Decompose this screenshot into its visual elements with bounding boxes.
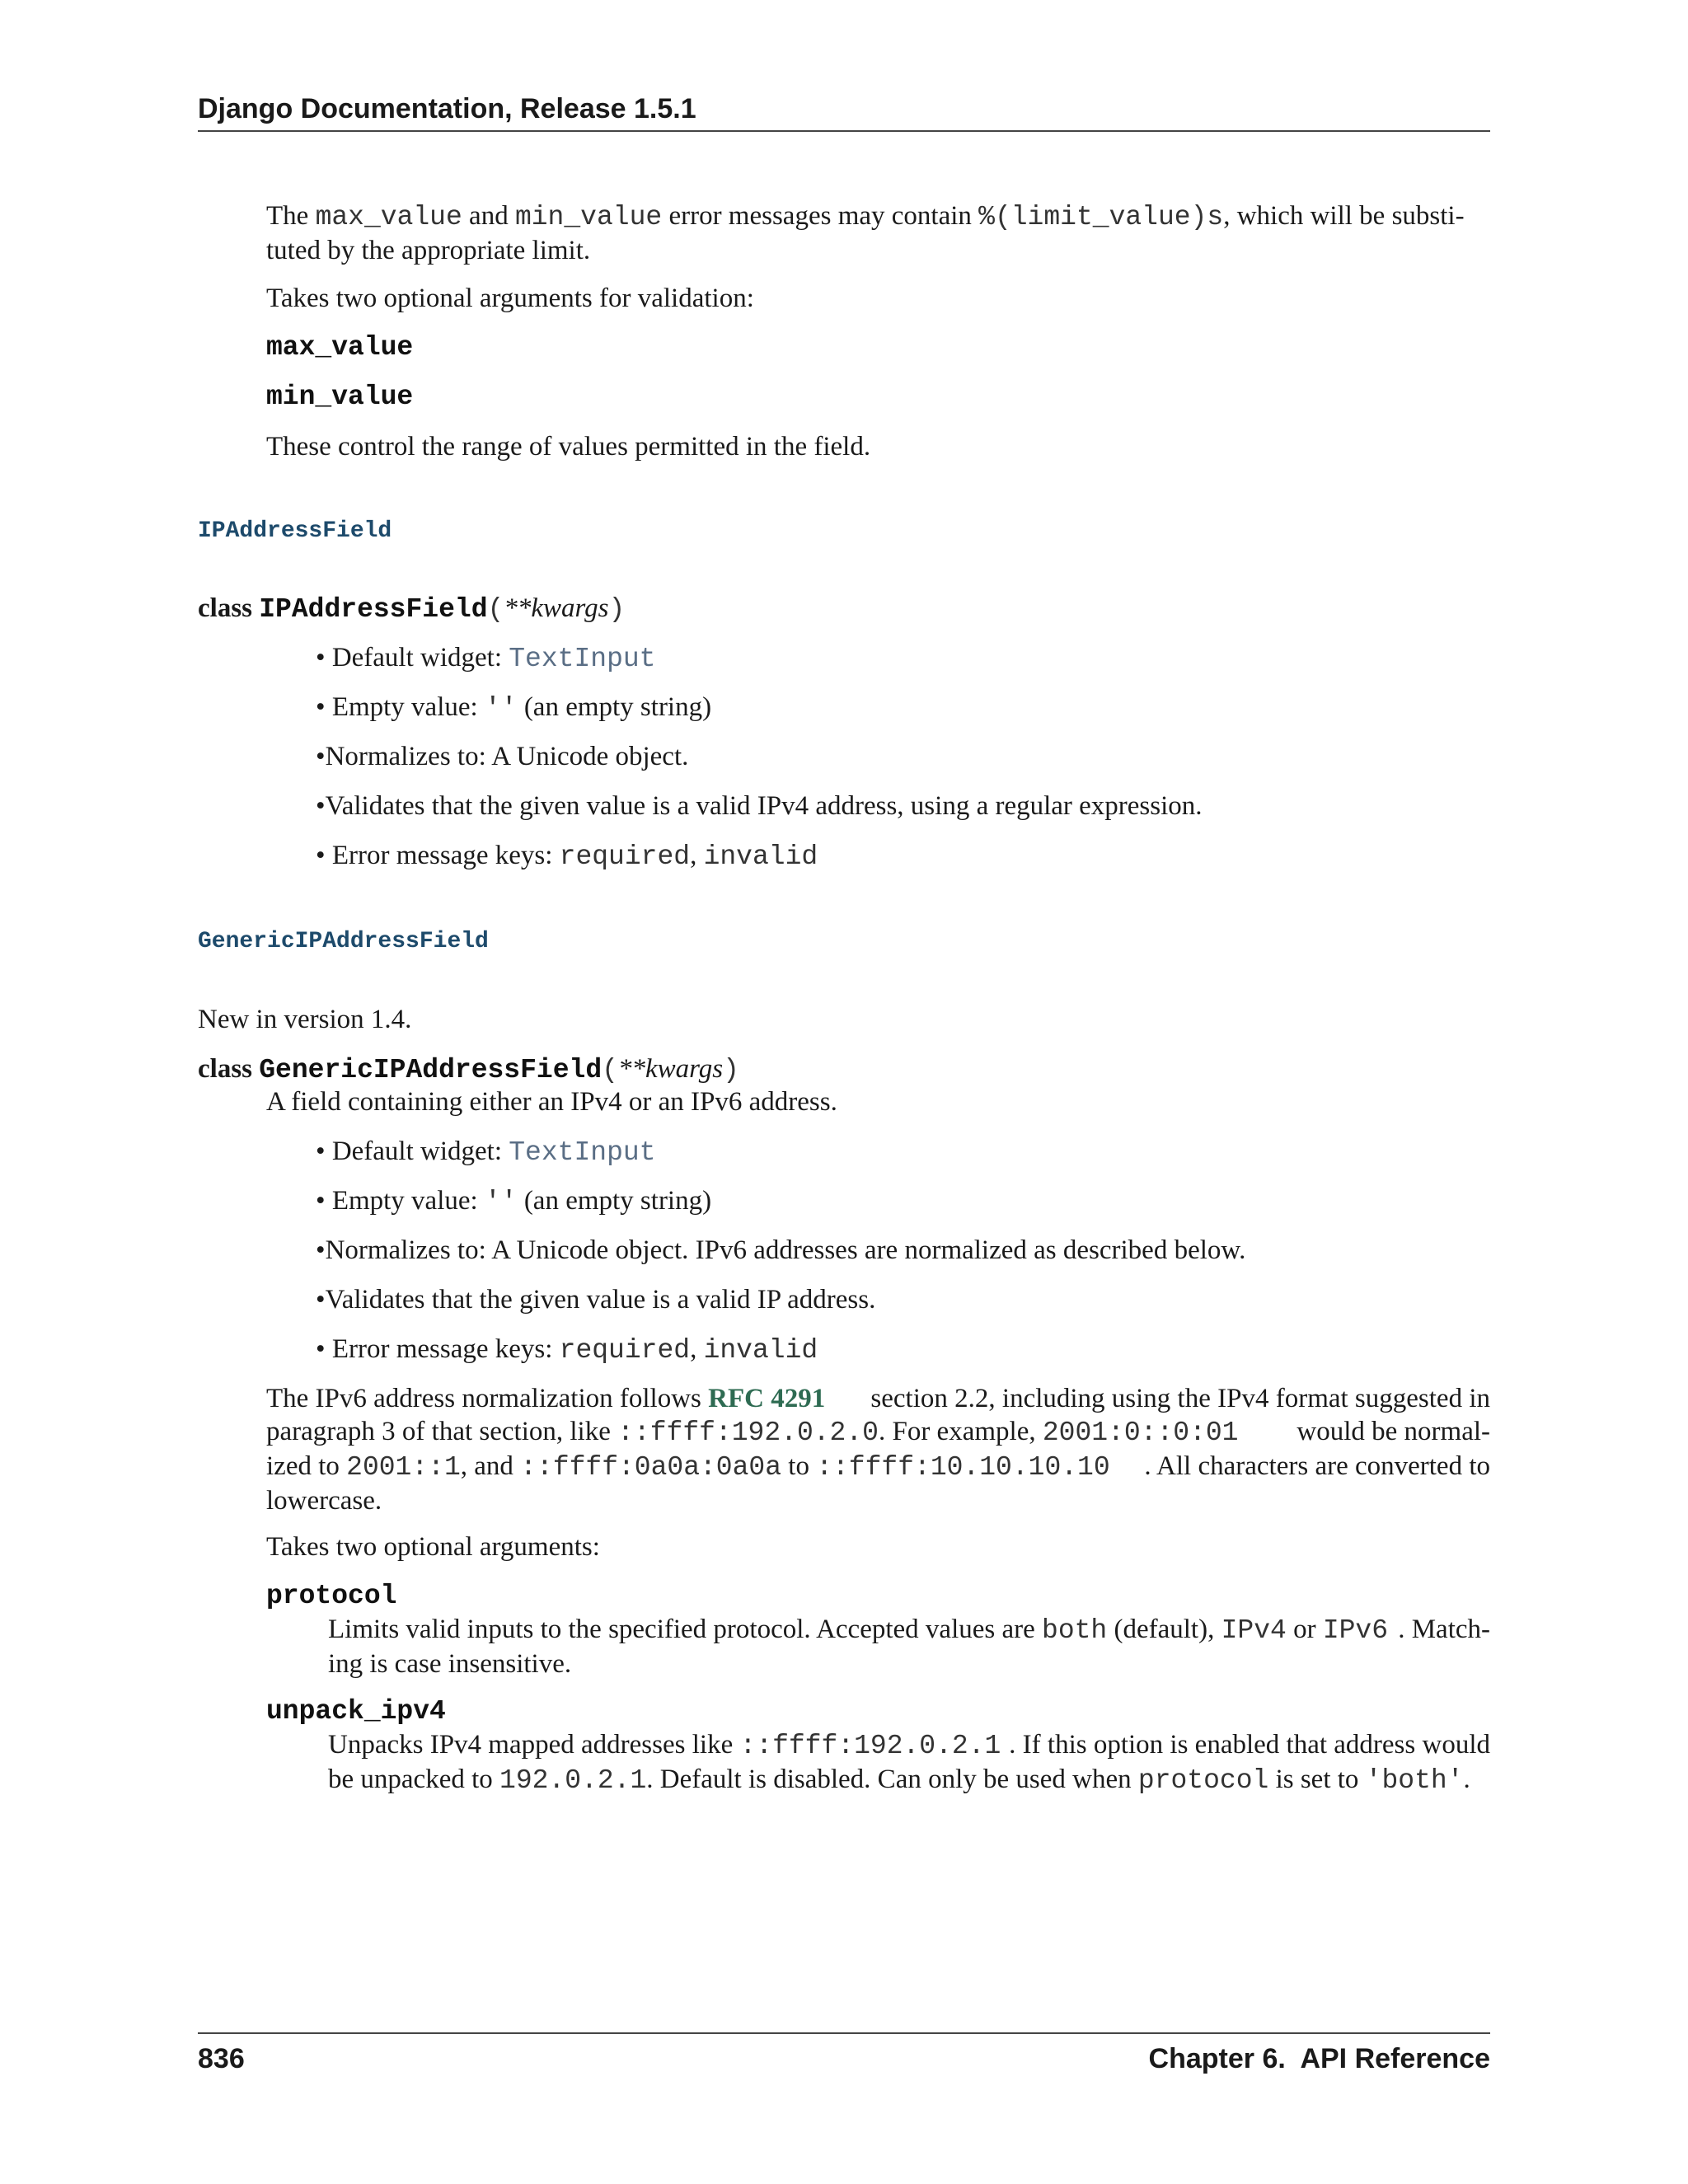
intro-paragraph: The max_value and min_value error messages may contain %(limit_value)s, which will be substi- tuted by the appropriate limit. bbox=[266, 201, 1465, 265]
bullet-normalizes: • Normalizes to: A Unicode object. bbox=[316, 740, 688, 773]
arg-protocol-description: Limits valid inputs to the specified protocol. Accepted values are both (default), IPv4 or IPv6 . Match- ing is case insensitive. bbox=[328, 1615, 1490, 1679]
bullet-empty-value: • Empty value: '' (an empty string) bbox=[316, 691, 711, 725]
rfc-4291-link[interactable]: RFC 4291 bbox=[708, 1384, 826, 1413]
arg-unpack-ipv4: unpack_ipv4 bbox=[266, 1696, 446, 1727]
bullet-error-keys: • Error message keys: required, invalid bbox=[316, 839, 818, 874]
intro-range-text: These control the range of values permitted in the field. bbox=[266, 432, 871, 462]
section-heading-genericipaddressfield[interactable]: GenericIPAddressField bbox=[198, 929, 489, 954]
class-description: A field containing either an IPv4 or an IPv6 address. bbox=[266, 1087, 837, 1117]
bullet-default-widget: • Default widget: TextInput bbox=[316, 1135, 655, 1169]
intro-takes-args: Takes two optional arguments for validation: bbox=[266, 284, 754, 313]
takes-args-text: Takes two optional arguments: bbox=[266, 1532, 600, 1562]
inline-code: min_value bbox=[514, 202, 663, 232]
textinput-link[interactable]: TextInput bbox=[509, 644, 656, 674]
textinput-link[interactable]: TextInput bbox=[509, 1137, 656, 1168]
arg-min-value: min_value bbox=[266, 382, 414, 412]
arg-protocol: protocol bbox=[266, 1581, 397, 1611]
page-number: 836 bbox=[198, 2043, 245, 2074]
section-heading-ipaddressfield[interactable]: IPAddressField bbox=[198, 518, 392, 544]
version-note: New in version 1.4. bbox=[198, 1005, 412, 1034]
bullet-default-widget: • Default widget: TextInput bbox=[316, 641, 655, 676]
class-signature-genericipaddressfield: class GenericIPAddressField(**kwargs) bbox=[198, 1054, 739, 1085]
arg-unpack-ipv4-description: Unpacks IPv4 mapped addresses like ::ffff:192.0.2.1 . If this option is enabled that address would be unpacked to 192.0.2.1. Default is disabled. Can only be used when protocol is set to 'both'. bbox=[328, 1730, 1490, 1796]
inline-code: max_value bbox=[315, 202, 462, 232]
class-signature-ipaddressfield: class IPAddressField(**kwargs) bbox=[198, 593, 626, 625]
arg-max-value: max_value bbox=[266, 332, 414, 363]
bullet-empty-value: • Empty value: '' (an empty string) bbox=[316, 1184, 711, 1219]
inline-code: %(limit_value)s bbox=[978, 202, 1224, 232]
bullet-validates: • Validates that the given value is a valid IP address. bbox=[316, 1283, 875, 1316]
bullet-error-keys: • Error message keys: required, invalid bbox=[316, 1333, 818, 1367]
bullet-validates: • Validates that the given value is a valid IPv4 address, using a regular expression. bbox=[316, 790, 1203, 823]
chapter-title: Chapter 6. API Reference bbox=[1148, 2043, 1490, 2074]
running-header: Django Documentation, Release 1.5.1 bbox=[198, 92, 1490, 132]
bullet-normalizes: • Normalizes to: A Unicode object. IPv6 addresses are normalized as described below. bbox=[316, 1234, 1245, 1267]
running-footer bbox=[198, 2032, 1490, 2075]
normalization-paragraph: The IPv6 address normalization follows RFC 4291 section 2.2, including using the IPv4 format suggested in paragraph 3 of that section, like ::ffff:192.0.2.0. For example, 2001:0::0:01 would be normal- ized to 2001::1, and ::ffff:0a0a:0a0a to ::ffff:10.10.10.10 . All characters are converted to lowercase. bbox=[266, 1384, 1490, 1516]
